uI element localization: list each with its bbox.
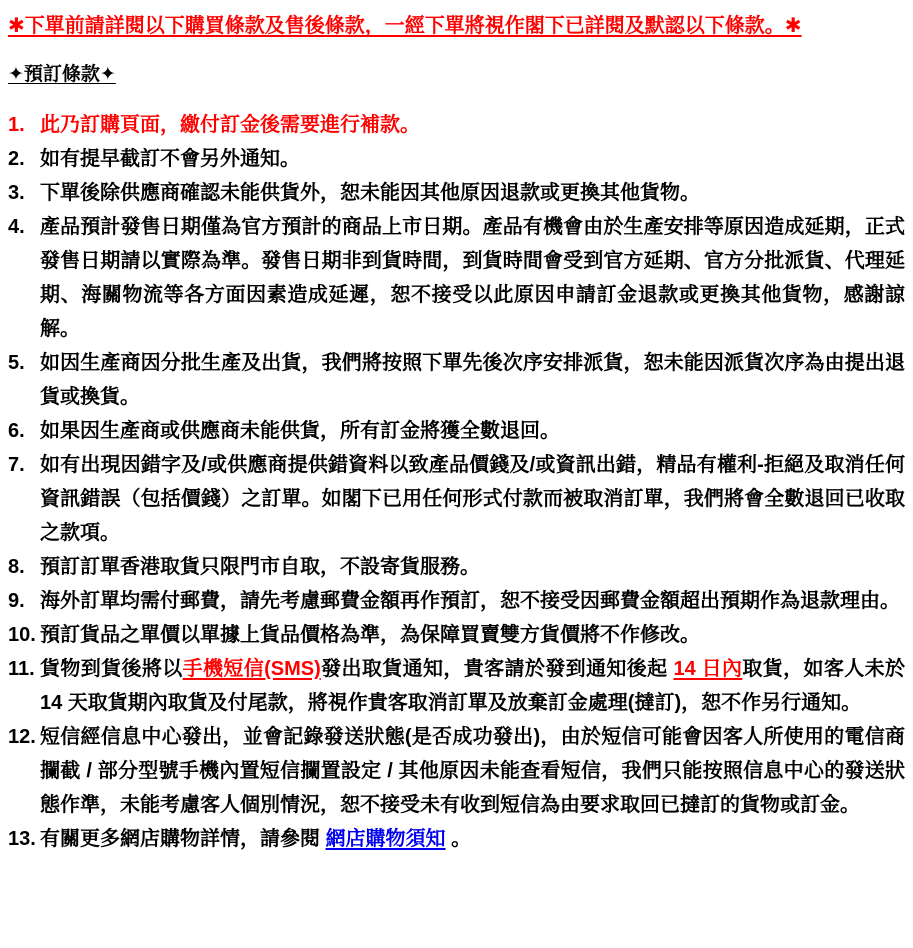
term-item-1	[8, 108, 905, 142]
term-text-segment: 。	[445, 828, 472, 850]
term-text: 如果因生產商或供應商未能供貨，所有訂金將獲全數退回。	[40, 420, 560, 442]
term-number: 5.	[8, 352, 25, 374]
term-text: 預訂貨品之單價以單據上貨品價格為準，為保障買賣雙方貨價將不作修改。	[40, 624, 700, 646]
term-number: 3.	[8, 182, 25, 204]
term-text: 海外訂單均需付郵費，請先考慮郵費金額再作預訂，恕不接受因郵費金額超出預期作為退款理由。	[40, 590, 900, 612]
term-item-9	[8, 584, 905, 618]
term-number: 1.	[8, 114, 25, 136]
term-text: 預訂訂單香港取貨只限門市自取，不設寄貨服務。	[40, 556, 480, 578]
term-text: 如因生產商因分批生產及出貨，我們將按照下單先後次序安排派貨，恕未能因派貨次序為由提出退貨或換貨。	[40, 352, 905, 408]
term-item-7	[8, 448, 905, 550]
term-item-6	[8, 414, 905, 448]
term-text	[40, 652, 905, 720]
term-item-8	[8, 550, 905, 584]
term-text-segment: 有關更多網店購物詳情，請參閱	[40, 828, 326, 850]
term-text: 如有出現因錯字及/或供應商提供錯資料以致產品價錢及/或資訊出錯，精品有權利-拒絕及取消任何資訊錯誤（包括價錢）之訂單。如閣下已用任何形式付款而被取消訂單，我們將會全數退回已收取之款項。	[40, 454, 905, 544]
term-number: 7.	[8, 454, 25, 476]
term-text: 此乃訂購頁面，繳付訂金後需要進行補款。	[40, 114, 420, 136]
term-number: 9.	[8, 590, 25, 612]
sms-notice-highlight: 手機短信(SMS)	[182, 658, 321, 680]
term-item-13	[8, 822, 905, 856]
term-text: 短信經信息中心發出，並會記錄發送狀態(是否成功發出)，由於短信可能會因客人所使用的電信商攔截 / 部分型號手機內置短信攔置設定 / 其他原因未能查看短信，我們只能按照信息中心的發送狀態作準，未能考慮客人個別情況，恕不接受未有收到短信為由要求取回已撻訂的貨物或訂金。	[40, 726, 905, 816]
term-item-10	[8, 618, 905, 652]
section-heading-preorder-terms: ✦預訂條款✦	[8, 64, 116, 85]
term-text: 如有提早截訂不會另外通知。	[40, 148, 300, 170]
term-item-2	[8, 142, 905, 176]
term-text	[40, 822, 905, 856]
page-title: ✱下單前請詳閱以下購買條款及售後條款，一經下單將視作閣下已詳閱及默認以下條款。✱	[8, 15, 802, 37]
term-number: 2.	[8, 148, 25, 170]
term-number: 8.	[8, 556, 25, 578]
pickup-deadline-highlight: 14 日內	[673, 658, 743, 680]
term-number: 12.	[8, 726, 36, 748]
term-text: 產品預計發售日期僅為官方預計的商品上市日期。產品有機會由於生產安排等原因造成延期，正式發售日期請以實際為準。發售日期非到貨時間，到貨時間會受到官方延期、官方分批派貨、代理延期、海關物流等各方面因素造成延遲，恕不接受以此原因申請訂金退款或更換其他貨物，感謝諒解。	[40, 216, 905, 340]
term-item-12	[8, 720, 905, 822]
term-item-11	[8, 652, 905, 720]
shop-guide-link[interactable]: 網店購物須知	[325, 828, 446, 850]
term-text-segment: 貨物到貨後將以	[40, 658, 183, 680]
term-item-5	[8, 346, 905, 414]
term-text-segment: 發出取貨通知，貴客請於發到通知後起	[320, 658, 674, 680]
term-item-3	[8, 176, 905, 210]
term-number: 4.	[8, 216, 25, 238]
term-number: 6.	[8, 420, 25, 442]
term-number: 13.	[8, 828, 36, 850]
term-text-segment: 取貨，如客人未於 14 天取貨期內取貨及付尾款，將視作貴客取消訂單及放棄訂金處理(撻訂)，恕不作另行通知。	[40, 658, 906, 714]
term-item-4	[8, 210, 905, 346]
term-number: 11.	[8, 658, 35, 680]
term-text: 下單後除供應商確認未能供貨外，恕未能因其他原因退款或更換其他貨物。	[40, 182, 700, 204]
terms-list	[8, 108, 905, 856]
term-number: 10.	[8, 624, 36, 646]
